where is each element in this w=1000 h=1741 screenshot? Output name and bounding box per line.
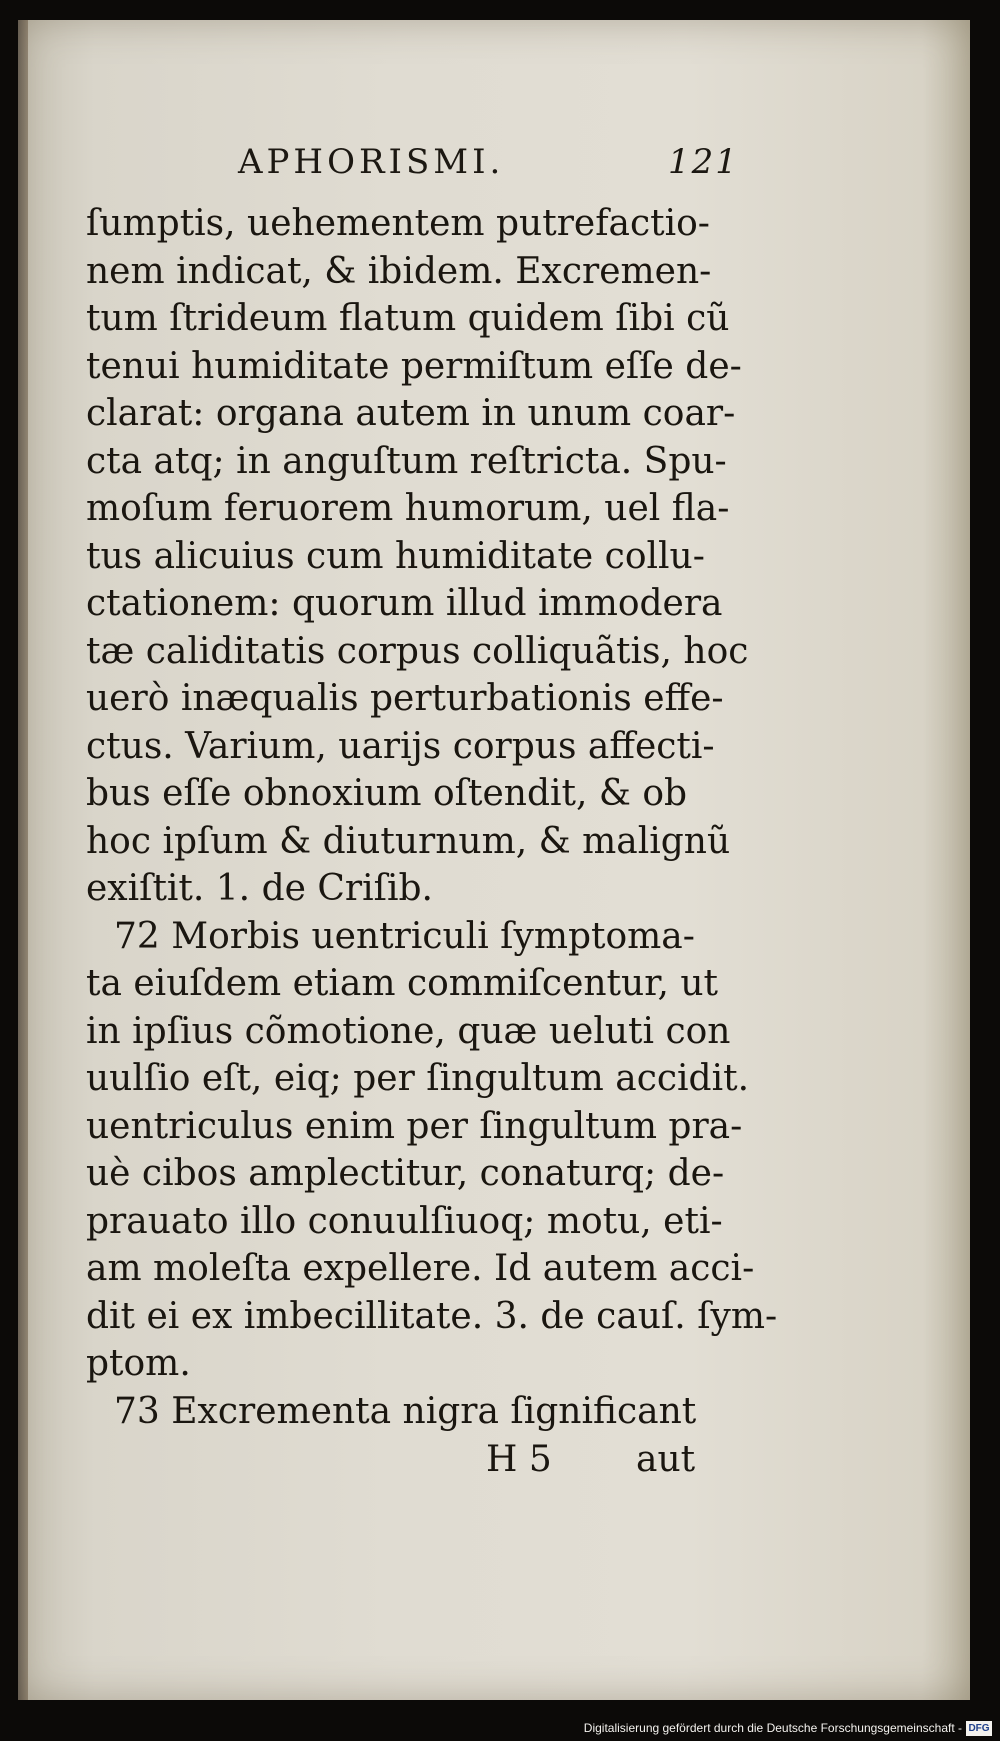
text-line: prauato illo conuulſiuoq; motu, eti- [86, 1200, 723, 1242]
running-head [18, 142, 970, 202]
book-page [18, 20, 970, 1700]
text-line: in ipſius cõmotione, quæ ueluti con [86, 1010, 731, 1052]
text-line: cta atq; in anguſtum reſtricta. Spu- [86, 440, 727, 482]
dfg-logo-icon: DFG [966, 1721, 992, 1736]
text-line: uentriculus enim per ſingultum pra- [86, 1105, 743, 1147]
body-text [86, 200, 786, 1485]
text-line: tenui humiditate permiſtum eſſe de- [86, 345, 742, 387]
text-line: am moleſta expellere. Id autem acci- [86, 1248, 755, 1289]
text-line: dit ei ex imbecillitate. 3. de cauſ. ſym- [86, 1295, 778, 1337]
text-line: uulſio eſt, eiq; per ſingultum accidit. [86, 1058, 750, 1099]
text-line: uerò inæqualis perturbationis effe- [86, 678, 724, 719]
digitization-footer [0, 1718, 1000, 1741]
catchword: aut [636, 1439, 696, 1480]
running-title: APHORISMI. [238, 142, 505, 182]
text-line: clarat: organa autem in unum coar- [86, 393, 736, 434]
text-line: ctationem: quorum illud immodera [86, 583, 723, 624]
text-line: bus eſſe obnoxium oſtendit, & ob [86, 773, 688, 814]
aphorism-72-start: 72 Morbis uentriculi ſymptoma- [114, 915, 695, 957]
aphorism-73-start: 73 Excrementa nigra ſignificant [114, 1390, 697, 1432]
page-number: 121 [668, 142, 739, 182]
text-line: uè cibos amplectitur, conaturq; de- [86, 1153, 725, 1194]
text-line: tæ caliditatis corpus colliquãtis, hoc [86, 630, 749, 672]
text-line: moſum feruorem humorum, uel fla- [86, 488, 730, 529]
page-gutter-shadow [18, 20, 28, 1700]
text-line: nem indicat, & ibidem. Excremen- [86, 250, 712, 292]
text-line: exiſtit. 1. de Criſib. [86, 868, 433, 909]
text-line: ptom. [86, 1343, 191, 1384]
text-line: hoc ipſum & diuturnum, & malignũ [86, 820, 731, 862]
text-line: ctus. Varium, uarijs corpus affecti- [86, 725, 715, 767]
funding-credit: Digitalisierung gefördert durch die Deutsche Forschungsgemeinschaft - [583, 1721, 962, 1735]
text-line: tum ſtrideum flatum quidem ſibi cũ [86, 298, 730, 339]
signature-line [86, 1435, 786, 1485]
signature-mark: H 5 [486, 1439, 552, 1480]
text-line: ſumptis, uehementem putrefactio- [86, 203, 710, 244]
text-line: tus alicuius cum humiditate collu- [86, 535, 705, 577]
text-line: ta eiuſdem etiam commiſcentur, ut [86, 963, 719, 1004]
